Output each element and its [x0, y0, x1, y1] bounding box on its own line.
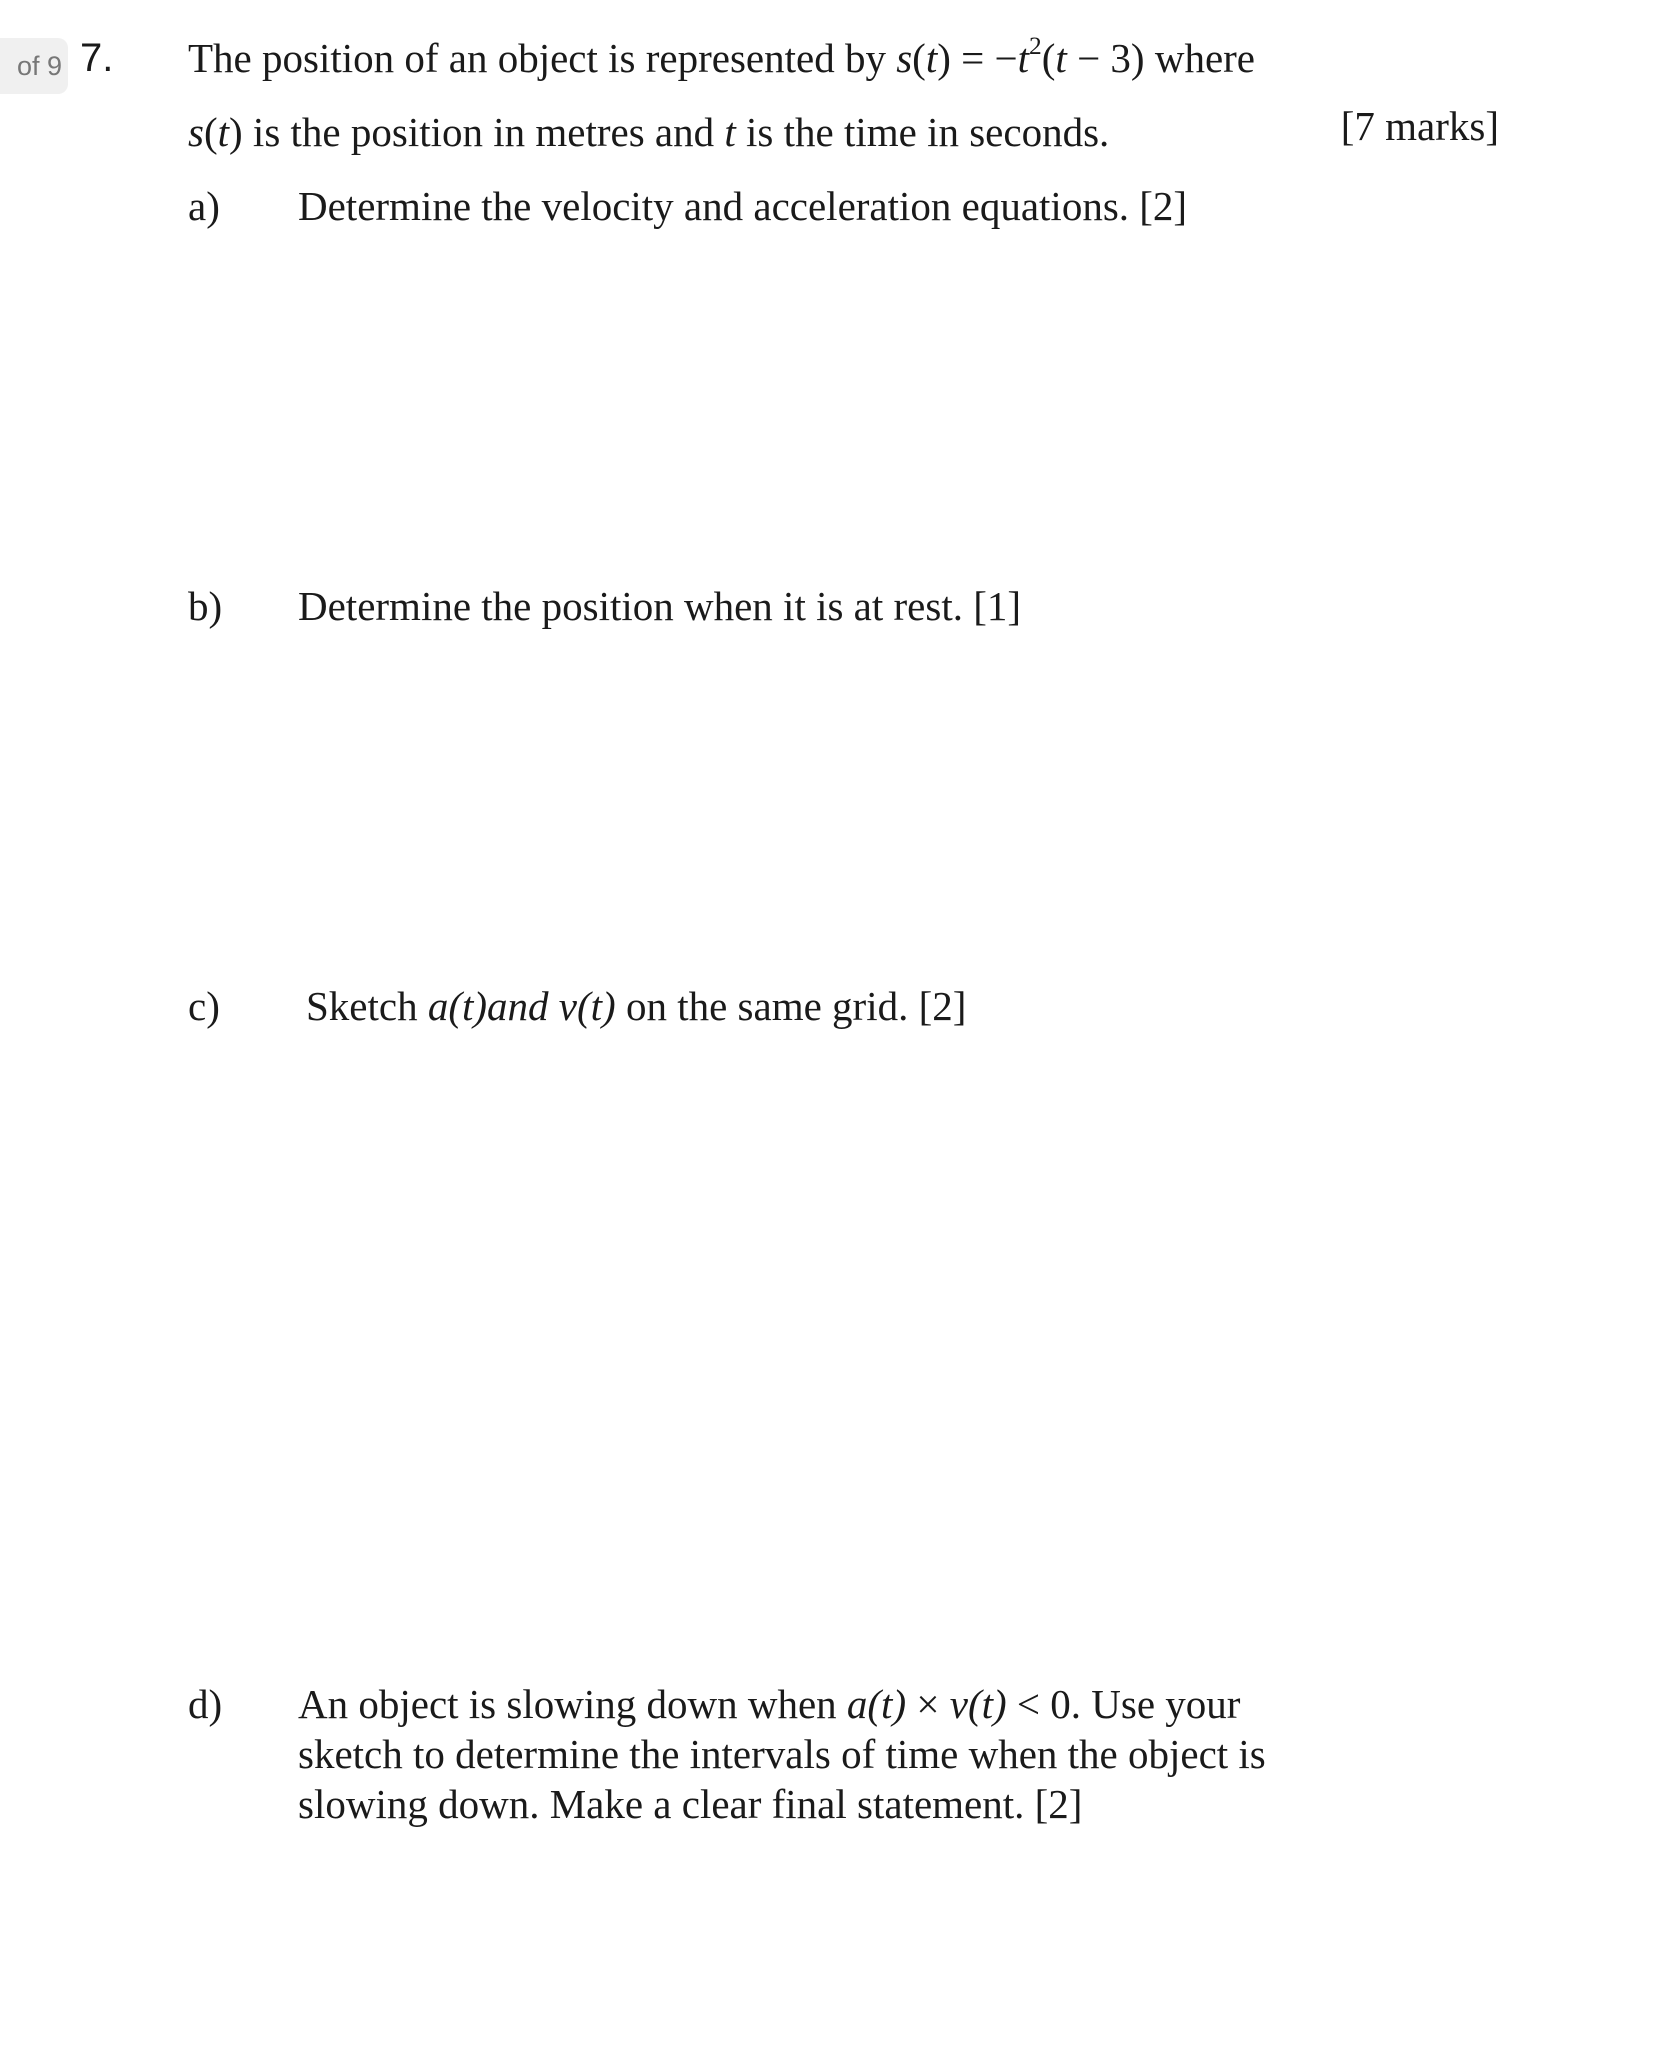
part-d-line-2: sketch to determine the intervals of time when the object is	[298, 1731, 1266, 1777]
part-c-text: Sketch a(t)and v(t) on the same grid. [2]	[306, 983, 967, 1029]
part-d-line-3: slowing down. Make a clear final statement. [2]	[298, 1781, 1083, 1827]
question-stem-line-2: s(t) is the position in metres and t is the time in seconds.	[188, 109, 1110, 155]
part-a-label: a)	[188, 183, 220, 229]
part-b-text: Determine the position when it is at rest. [1]	[298, 583, 1022, 629]
part-d-text	[298, 1679, 1438, 1829]
part-d-label: d)	[188, 1681, 223, 1727]
part-c-label: c)	[188, 983, 220, 1029]
part-b-label: b)	[188, 583, 223, 629]
part-d-line-1: An object is slowing down when a(t) × v(t) < 0. Use your	[298, 1681, 1241, 1727]
page-indicator: of 9	[0, 38, 68, 94]
question-stem-line-1: The position of an object is represented by $s(t) = -t^2(t - 3)$ where	[188, 32, 1255, 81]
question-number: 7.	[80, 36, 114, 80]
part-a-text: Determine the velocity and acceleration equations. [2]	[298, 183, 1188, 229]
total-marks: [7 marks]	[1340, 103, 1499, 149]
